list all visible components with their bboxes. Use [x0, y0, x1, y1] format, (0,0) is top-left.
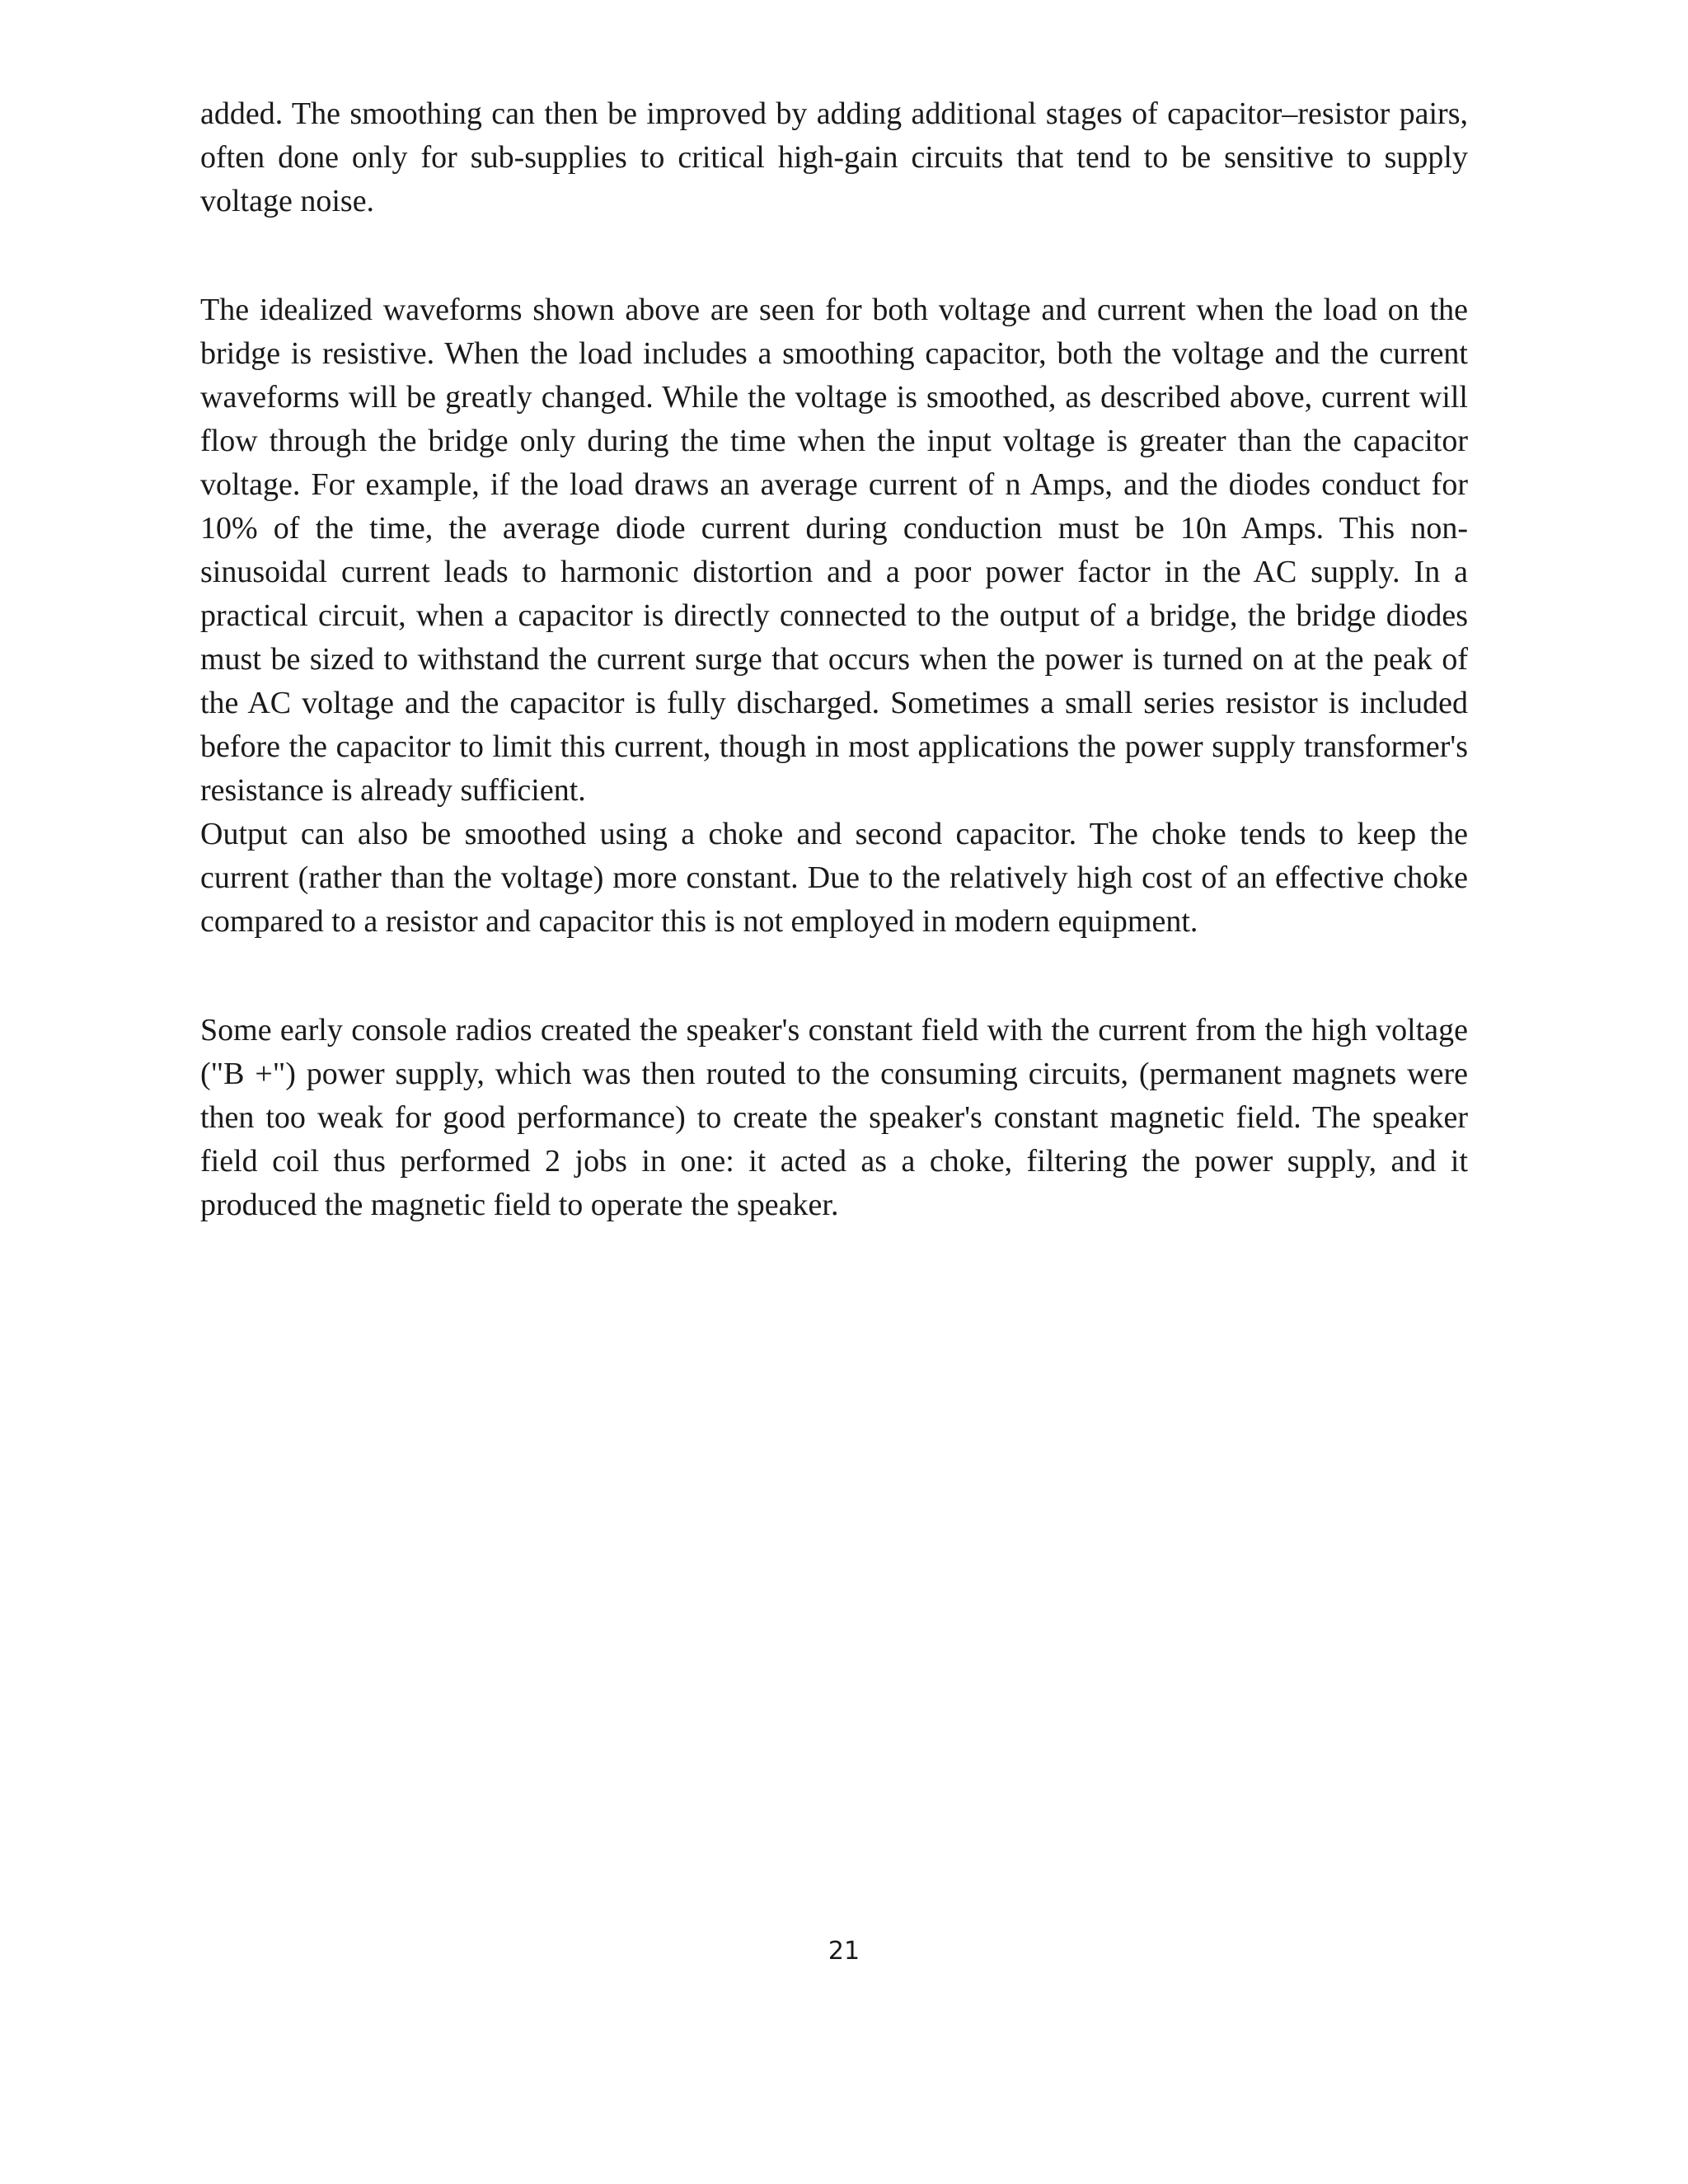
paragraph-idealized-waveforms: The idealized waveforms shown above are seen for both voltage and current when the load on the bridge is resistive. When the load includes a smoothing capacitor, both the voltage and the current waveforms will be greatly changed. While the voltage is smoothed, as described above, current will flow through the bridge only during the time when the input voltage is greater than the capacitor voltage. For example, if the load draws an average current of n Amps, and the diodes conduct for 10% of the time, the average diode current during conduction must be 10n Amps. This non-sinusoidal current leads to harmonic distortion and a poor power factor in the AC supply. In a practical circuit, when a capacitor is directly connected to the output of a bridge, the bridge diodes must be sized to withstand the current surge that occurs when the power is turned on at the peak of the AC voltage and the capacitor is fully discharged. Sometimes a small series resistor is included before the capacitor to limit this current, though in most applications the power supply transformer's resistance is already sufficient. — [200, 293, 1468, 808]
paragraph-spacer — [200, 223, 1468, 288]
paragraph-choke-smoothing: Output can also be smoothed using a choke and second capacitor. The choke tends to keep the current (rather than the voltage) more constant. Due to the relatively high cost of an effective choke compared to a resistor and capacitor this is not employed in modern equipment. — [200, 817, 1468, 939]
paragraph-spacer — [200, 944, 1468, 1009]
paragraph-console-radios: Some early console radios created the speaker's constant field with the current from the high voltage ("B +") power supply, which was then routed to the consuming circuits, (permanent magnets were then too weak for good performance) to create the speaker's constant magnetic field. The speaker field coil thus performed 2 jobs in one: it acted as a choke, filtering the power supply, and it produced the magnetic field to operate the speaker. — [200, 1013, 1468, 1222]
paragraph-smoothing-stages: added. The smoothing can then be improved by adding additional stages of capacitor–resistor pairs, often done only for sub-supplies to critical high-gain circuits that tend to be sensitive to supply voltage noise. — [200, 96, 1468, 218]
document-body — [200, 92, 1468, 1227]
page-number: 21 — [828, 1937, 860, 1966]
